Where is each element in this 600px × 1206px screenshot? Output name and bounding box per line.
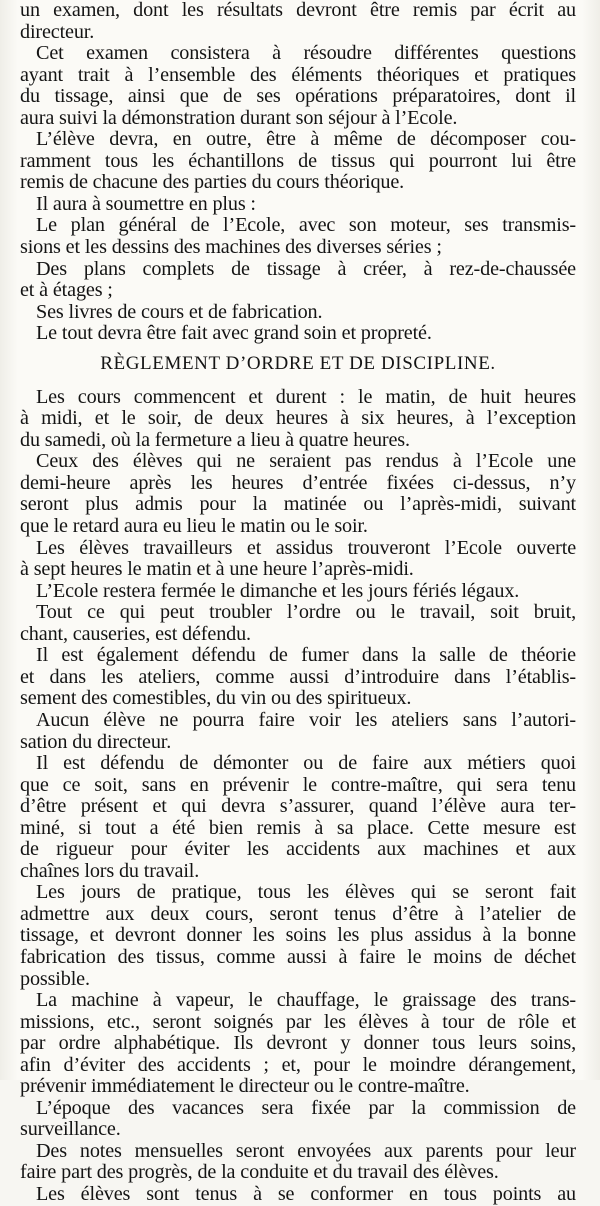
text-line: Ses livres de cours et de fabrication. xyxy=(36,300,323,323)
text-line: Il est défendu de démonter ou de faire aux métiers quoi xyxy=(36,752,576,775)
text-line: remis de chacune des parties du cours théorique. xyxy=(20,171,405,194)
text-line: L’époque des vacances sera fixée par la commission de xyxy=(36,1096,576,1119)
text-line: seront plus admis pour la matinée ou l’après-midi, suivant xyxy=(20,493,576,516)
text-line: ramment tous les échantillons de tissus qui pourront lui être xyxy=(20,149,576,172)
text-line: Tout ce qui peut troubler l’ordre ou le travail, soit bruit, xyxy=(36,601,576,624)
text-line: du tissage, ainsi que de ses opérations préparatoires, dont il xyxy=(20,85,576,108)
text-line: et dans les ateliers, comme aussi d’introduire dans l’établis- xyxy=(20,665,576,688)
section-heading: RÈGLEMENT D’ORDRE ET DE DISCIPLINE. xyxy=(100,352,496,374)
text-line: que ce soit, sans en prévenir le contre-maître, qui sera tenu xyxy=(20,773,576,796)
text-line: sions et les dessins des machines des diverses séries ; xyxy=(20,236,442,259)
text-line: de rigueur pour éviter les accidents aux machines et aux xyxy=(20,838,576,861)
text-line: demi-heure après les heures d’entrée fixées ci-dessus, n’y xyxy=(20,471,576,494)
text-line: Il est également défendu de fumer dans la salle de théorie xyxy=(36,644,576,667)
text-line: à sept heures le matin et à une heure l’après-midi. xyxy=(20,558,414,581)
text-line: tissage, et devront donner les soins les plus assidus à la bonne xyxy=(20,924,576,947)
text-line: par ordre alphabétique. Ils devront y donner tous leurs soins, xyxy=(20,1032,576,1055)
text-line: à midi, et le soir, de deux heures à six heures, à l’exception xyxy=(20,407,576,430)
text-line: Les cours commencent et durent : le matin, de huit heures xyxy=(36,385,576,408)
text-line: Les jours de pratique, tous les élèves qui se seront fait xyxy=(36,881,576,904)
text-line: fabrication des tissus, comme aussi à faire le moins de déchet xyxy=(20,945,576,968)
text-line: un examen, dont les résultats devront être remis par écrit au xyxy=(20,0,576,21)
text-line: surveillance. xyxy=(20,1118,121,1141)
text-line: admettre aux deux cours, seront tenus d’être à l’atelier de xyxy=(20,902,576,925)
text-line: Les élèves travailleurs et assidus trouveront l’Ecole ouverte xyxy=(36,536,576,559)
text-line: Le tout devra être fait avec grand soin et propreté. xyxy=(36,322,432,345)
text-line: d’être présent et qui devra s’assurer, quand l’élève aura ter- xyxy=(20,795,576,818)
text-line: L’Ecole restera fermée le dimanche et les jours fériés légaux. xyxy=(36,579,520,602)
text-line: sation du directeur. xyxy=(20,730,172,753)
text-line: chaînes lors du travail. xyxy=(20,859,200,882)
text-line: possible. xyxy=(20,967,90,990)
exam-section xyxy=(20,0,576,345)
text-line: faire part des progrès, de la conduite et du travail des élèves. xyxy=(20,1161,499,1184)
text-line: Ceux des élèves qui ne seraient pas rendus à l’Ecole une xyxy=(36,450,576,473)
text-line: que le retard aura eu lieu le matin ou le soir. xyxy=(20,515,368,538)
text-line: miné, si tout a été bien remis à sa place. Cette mesure est xyxy=(20,816,576,839)
text-line: afin d’éviter des accidents ; et, pour le moindre dérangement, xyxy=(20,1053,576,1076)
text-line: Il aura à soumettre en plus : xyxy=(36,192,256,215)
text-line: et à étages ; xyxy=(20,279,113,302)
text-line: du samedi, où la fermeture a lieu à quatre heures. xyxy=(20,428,410,451)
text-line: Des notes mensuelles seront envoyées aux parents pour leur xyxy=(36,1139,576,1162)
text-line: L’élève devra, en outre, être à même de décomposer cou- xyxy=(36,128,576,151)
text-line: sement des comestibles, du vin ou des spiritueux. xyxy=(20,687,412,710)
text-line: La machine à vapeur, le chauffage, le graissage des trans- xyxy=(36,989,576,1012)
text-line: Les élèves sont tenus à se conformer en tous points au xyxy=(36,1182,576,1205)
text-line: Le plan général de l’Ecole, avec son moteur, ses transmis- xyxy=(36,214,576,237)
text-line: Cet examen consistera à résoudre différentes questions xyxy=(36,42,576,65)
text-line: directeur. xyxy=(20,20,95,43)
text-line: Aucun élève ne pourra faire voir les ateliers sans l’autori- xyxy=(36,708,576,731)
text-line: aura suivi la démonstration durant son séjour à l’Ecole. xyxy=(20,106,458,129)
discipline-rules-section xyxy=(20,387,576,1206)
text-line: missions, etc., seront soignés par les élèves à tour de rôle et xyxy=(20,1010,576,1033)
text-line: prévenir immédiatement le directeur ou le contre-maître. xyxy=(20,1075,470,1098)
text-line: chant, causeries, est défendu. xyxy=(20,622,251,645)
text-line: Des plans complets de tissage à créer, à rez-de-chaussée xyxy=(36,257,576,280)
text-line: ayant trait à l’ensemble des éléments théoriques et pratiques xyxy=(20,63,576,86)
